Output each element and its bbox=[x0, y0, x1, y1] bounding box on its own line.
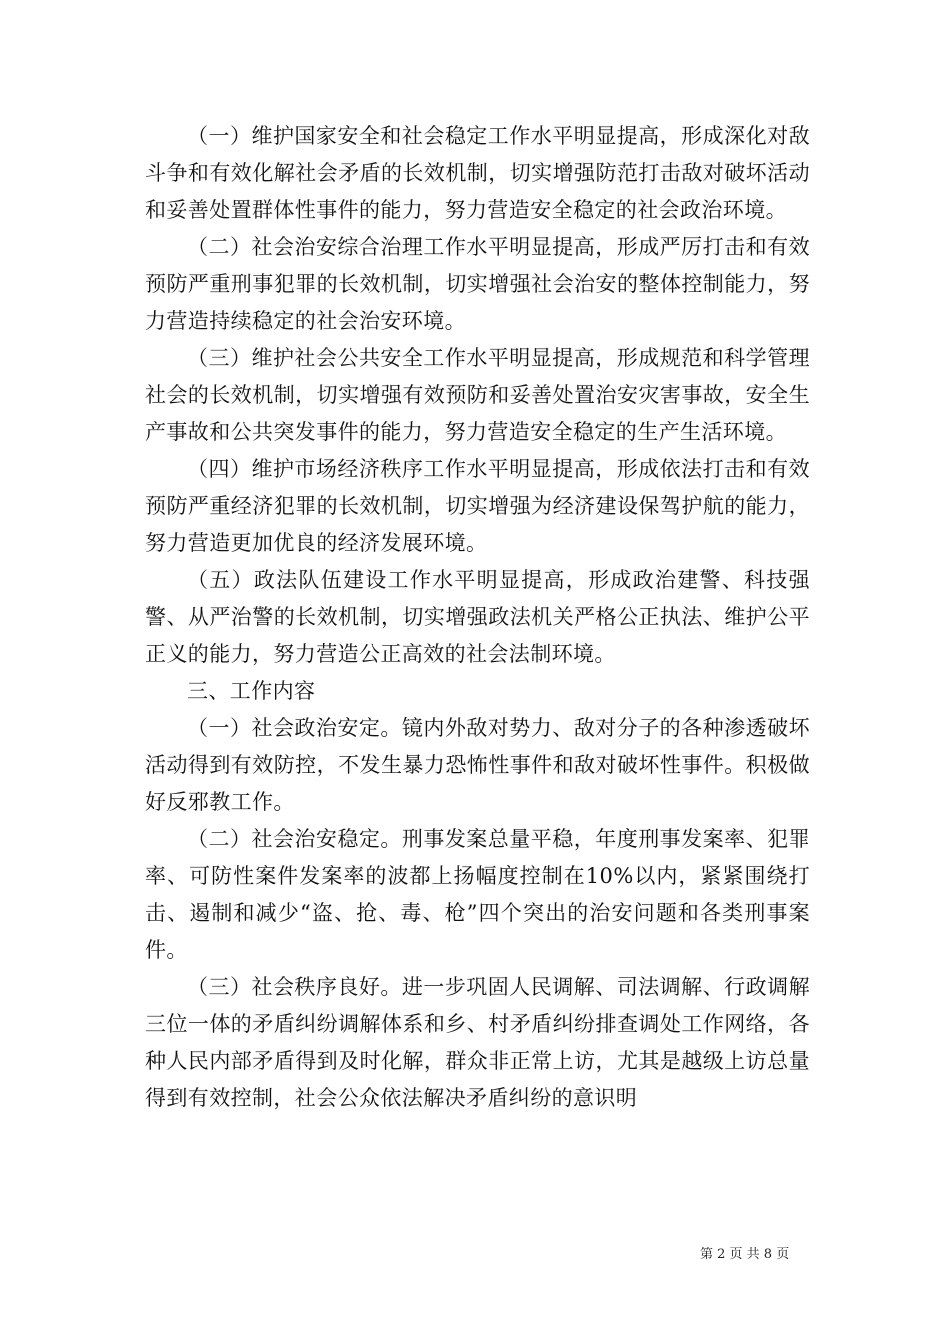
section-paragraph-1: （一）社会政治安定。镜内外敌对势力、敌对分子的各种渗透破坏活动得到有效防控，不发生暴力恐怖性事件和敌对破坏性事件。积极做好反邪教工作。 bbox=[145, 716, 810, 814]
paragraph-2: （二）社会治安综合治理工作水平明显提高，形成严厉打击和有效预防严重刑事犯罪的长效机制，切实增强社会治安的整体控制能力，努力营造持续稳定的社会治安环境。 bbox=[145, 235, 810, 333]
section-paragraph-2: （二）社会治安稳定。刑事发案总量平稳，年度刑事发案率、犯罪率、可防性案件发案率的波都上扬幅度控制在10%以内，紧紧围绕打击、遏制和减少“盗、抢、毒、枪”四个突出的治安问题和各类刑事案件。 bbox=[145, 827, 810, 962]
section-heading: 三、工作内容 bbox=[187, 679, 316, 703]
section-paragraph-3: （三）社会秩序良好。进一步巩固人民调解、司法调解、行政调解三位一体的矛盾纠纷调解体系和乡、村矛盾纠纷排查调处工作网络，各种人民内部矛盾得到及时化解，群众非正常上访，尤其是越级上访总量得到有效控制，社会公众依法解决矛盾纠纷的意识明 bbox=[145, 975, 810, 1110]
document-body bbox=[145, 118, 810, 1117]
paragraph-5: （五）政法队伍建设工作水平明显提高，形成政治建警、科技强警、从严治警的长效机制，切实增强政法机关严格公正执法、维护公平正义的能力，努力营造公正高效的社会法制环境。 bbox=[145, 568, 810, 666]
paragraph-1: （一）维护国家安全和社会稳定工作水平明显提高，形成深化对敌斗争和有效化解社会矛盾的长效机制，切实增强防范打击敌对破坏活动和妥善处置群体性事件的能力，努力营造安全稳定的社会政治环境。 bbox=[145, 124, 810, 222]
paragraph-3: （三）维护社会公共安全工作水平明显提高，形成规范和科学管理社会的长效机制，切实增强有效预防和妥善处置治安灾害事故，安全生产事故和公共突发事件的能力，努力营造安全稳定的生产生活环境。 bbox=[145, 346, 810, 444]
page-number-footer: 第 2 页 共 8 页 bbox=[700, 1247, 790, 1262]
paragraph-4: （四）维护市场经济秩序工作水平明显提高，形成依法打击和有效预防严重经济犯罪的长效机制，切实增强为经济建设保驾护航的能力，努力营造更加优良的经济发展环境。 bbox=[145, 457, 810, 555]
